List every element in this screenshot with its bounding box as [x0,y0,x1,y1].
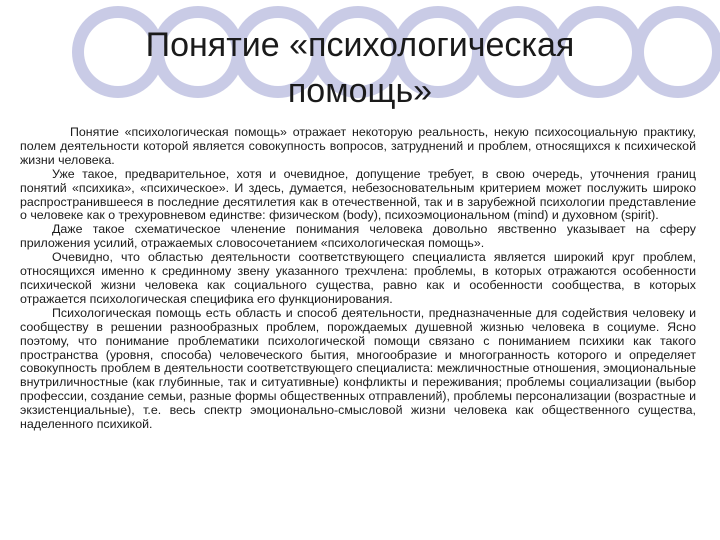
slide-body-text [20,126,696,432]
slide-title-line-1: Понятие «психологическая [145,26,575,64]
paragraph-specialist-domain: Очевидно, что областью деятельности соответствующего специалиста является широкий круг проблем, относящихся именно к срединному звену указанного трехчлена: проблемы, в которых отражаются особенности психической жизни человека как социального существа, равно как и особенности сообщества, в которых отражается психологическая специфика его функционирования. [20,250,696,306]
paragraph-definition: Понятие «психологическая помощь» отражает некоторую реальность, некую психосоциальную практику, полем деятельности которой является совокупность вопросов, затруднений и проблем, относящихся к психической жизни человека. [20,125,696,167]
ring-inner [644,18,712,86]
slide-title-line-2: помощь» [287,72,433,110]
slide-title [100,22,620,114]
paragraph-boundaries: Уже такое, предварительное, хотя и очевидное, допущение требует, в свою очередь, уточнения границ понятий «психика», «психическое». И здесь, думается, небезосновательным критерием может послужить широко распространившееся в последние десятилетия как в отечественной, так и в зарубежной психологии представление о человеке как о трехуровневом единстве: физическом (body), психоэмоциональном (mind) и духовном (spirit). [20,166,696,223]
paragraph-scope: Даже такое схематическое членение понимания человека довольно явственно указывает на сферу приложения усилий, отражаемых словосочетанием «психологическая помощь». [20,222,696,251]
paragraph-psychological-help: Психологическая помощь есть область и способ деятельности, предназначенные для содействия человеку и сообществу в решении разнообразных проблем, порождаемых душевной жизнью человека в социуме. Ясно поэтому, что понимание проблематики психологической помощи связано с пониманием психики как такого пространства (уровня, способа) человеческого бытия, многообразие и многогранность которого и определяет совокупность проблем в деятельности соответствующего специалиста: межличностные отношения, эмоциональные внутриличностные (как глубинные, так и ситуативные) конфликты и переживания; проблемы социализации (выбор профессии, создание семьи, разные формы общественных отправлений), проблемы персонализации (возрастные и экзистенциальные), т.е. весь спектр эмоционально-смысловой жизни человека как общественного существа, наделенного психикой. [20,305,696,432]
